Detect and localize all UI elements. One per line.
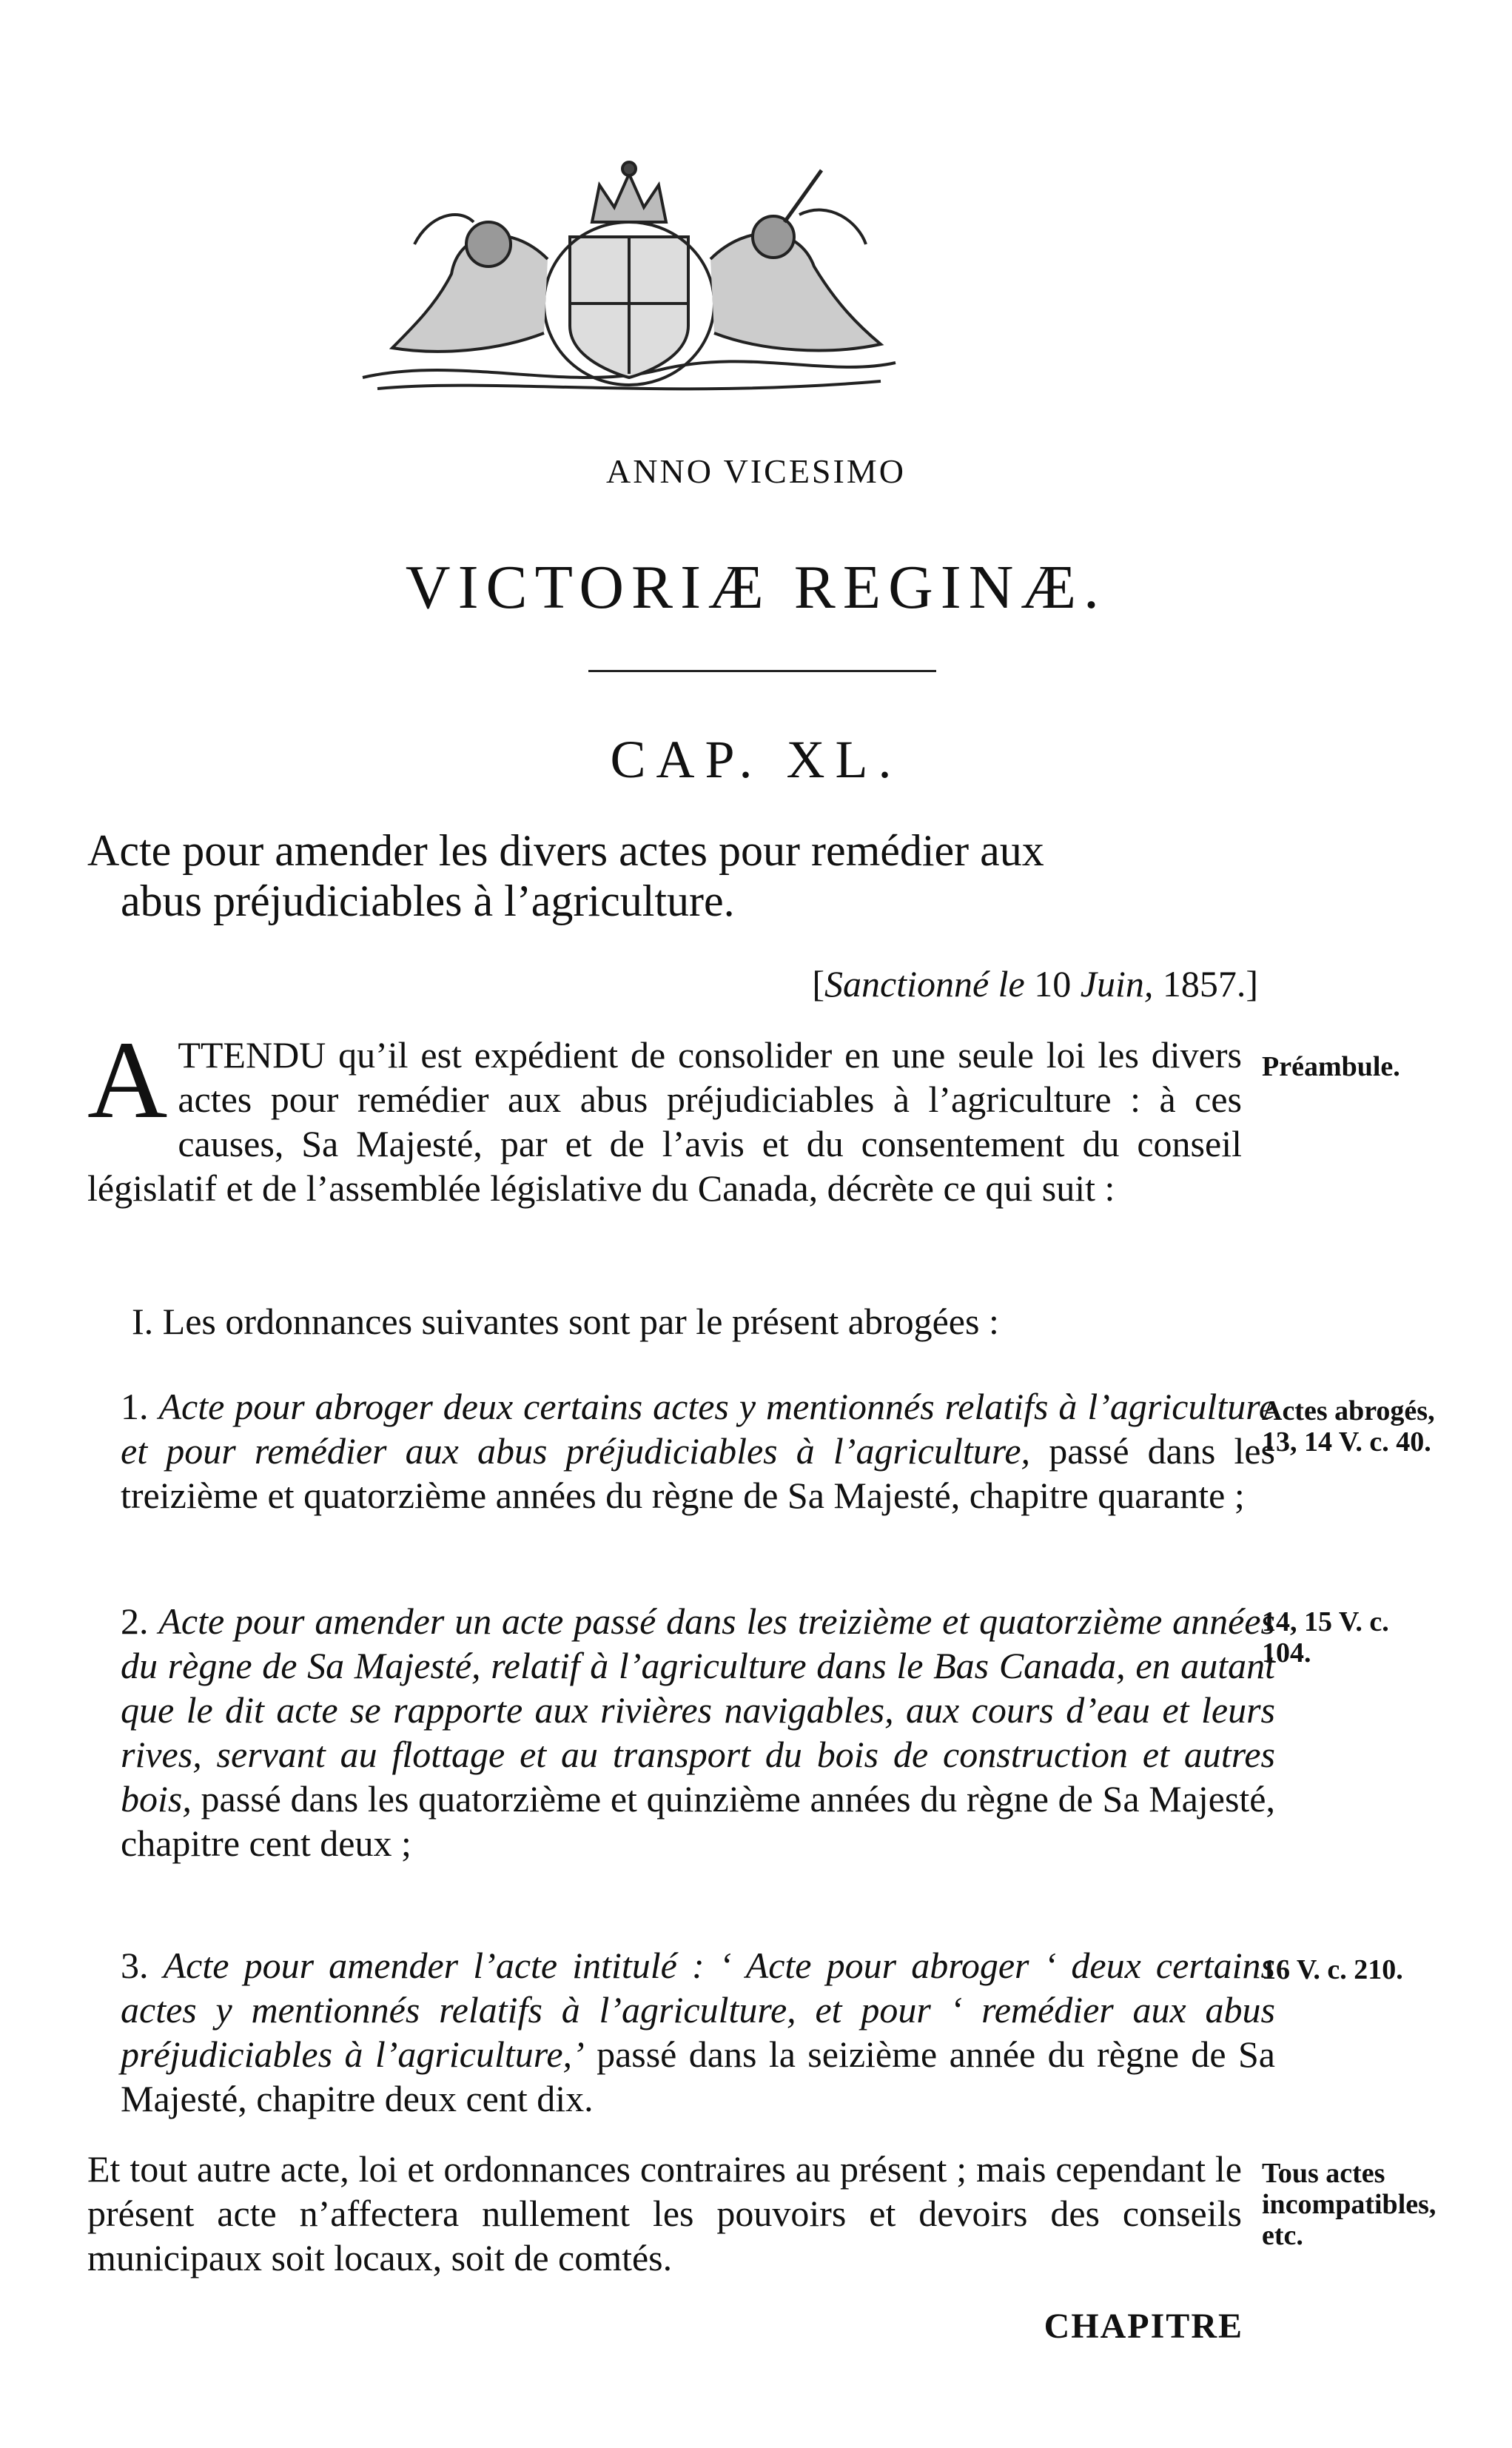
item-details: passé dans les quatorzième et quinzième années du règne de Sa Majesté, chapitre cent deux ; (121, 1778, 1275, 1864)
margin-note-repealed-acts (1262, 1395, 1506, 1458)
margin-note-incompatible (1262, 2158, 1506, 2251)
margin-note-line: 104. (1262, 1637, 1311, 1669)
item-details: passé dans la seizième année du règne de Sa Majesté, chapitre deux cent dix. (121, 2033, 1275, 2119)
section-i: I. Les ordonnances suivantes sont par le présent abrogées : (132, 1301, 999, 1342)
item-title: Acte pour amender un acte passé dans les treizième et quatorzième années du règne de Sa Majesté, relatif à l’agriculture dans le Bas Canada, en autant que le dit acte se rapporte aux rivières navigables, aux cours d’eau et leurs rives, servant au flottage et au transport du bois de construction et autres bois, (121, 1600, 1276, 1820)
act-title (87, 825, 1264, 926)
repealed-act-2 (87, 1599, 1275, 1865)
margin-note-line: etc. (1262, 2220, 1303, 2251)
sanction-bracket: [ (812, 963, 824, 1005)
regnal-title: VICTORIÆ REGINÆ. (405, 553, 1107, 622)
preamble-paragraph (87, 1019, 1242, 1210)
title-divider (588, 670, 936, 672)
margin-note-line: 14, 15 V. c. (1262, 1606, 1389, 1637)
item-title: Acte pour amender l’acte intitulé : ‘ Acte pour abroger ‘ deux certains actes y mentionnés relatifs à l’agriculture, et pour ‘ remédier aux abus préjudiciables à l’agriculture,’ (121, 1945, 1275, 2075)
sanction-date (651, 962, 1258, 1005)
sanction-month: Juin, (1080, 963, 1154, 1005)
act-title-line-2: abus préjudiciables à l’agriculture. (121, 876, 735, 925)
royal-coat-of-arms-icon (348, 155, 910, 400)
sanction-day: 10 (1024, 963, 1081, 1005)
repealed-act-1 (87, 1384, 1275, 1518)
drop-cap: A (87, 1019, 168, 1141)
item-number: 3. (121, 1945, 164, 1986)
item-number: 2. (121, 1600, 159, 1642)
final-paragraph: Et tout autre acte, loi et ordonnances contraires au présent ; mais cependant le présent acte n’affectera nullement les pouvoirs et devoirs des conseils municipaux soit locaux, soit de comtés. (87, 2148, 1242, 2278)
item-title: Acte pour abroger deux certains actes y mentionnés relatifs à l’agriculture et pour remédier aux abus préjudiciables à l’agriculture, (121, 1386, 1276, 1472)
repealed-act-3 (87, 1943, 1275, 2121)
sanction-year: 1857.] (1153, 963, 1258, 1005)
margin-note-line: 13, 14 V. c. 40. (1262, 1426, 1431, 1458)
item-number: 1. (121, 1386, 159, 1427)
item-details: passé dans les treizième et quatorzième années du règne de Sa Majesté, chapitre quarante ; (121, 1430, 1275, 1516)
margin-note-act-2 (1262, 1606, 1506, 1669)
margin-note-act-3: 16 V. c. 210. (1262, 1954, 1403, 1985)
anno-line: ANNO VICESIMO (606, 452, 906, 490)
margin-note-preamble: Préambule. (1262, 1051, 1400, 1082)
margin-note-line: Tous actes (1262, 2158, 1385, 2189)
act-title-line-1: Acte pour amender les divers actes pour remédier aux (87, 826, 1044, 875)
sanction-label: Sanctionné le (824, 963, 1025, 1005)
preamble-text: TTENDU qu’il est expédient de consolider en une seule loi les divers actes pour remédier aux abus préjudiciables à l’agriculture : à ces causes, Sa Majesté, par et de l’avis et du consentement du conseil législatif et de l’assemblée législative du Canada, décrète ce qui suit : (87, 1034, 1242, 1209)
margin-note-line: incompatibles, (1262, 2189, 1437, 2220)
catchword: CHAPITRE (1044, 2307, 1243, 2346)
chapter-number: CAP. XL. (610, 730, 902, 789)
margin-note-line: Actes abrogés, (1262, 1395, 1435, 1426)
